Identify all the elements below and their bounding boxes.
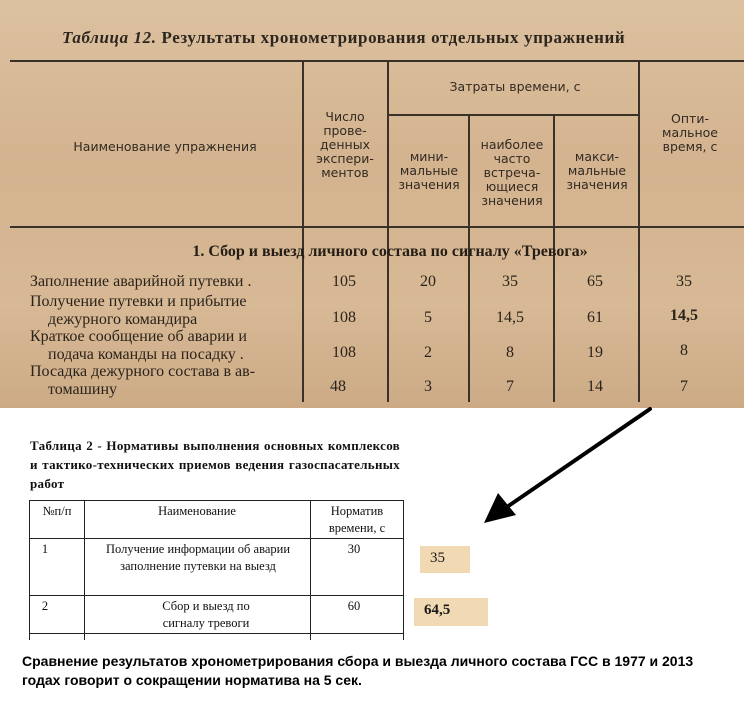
scan-row-name-line2: подача команды на посадку [48,346,236,363]
scan-row-name [30,273,302,291]
scan-cell-count: 108 [332,344,356,361]
scan-cell-count: 48 [330,378,346,395]
scan-row-name-line1: Краткое сообщение об аварии и [30,328,247,345]
table2-cell-norm: 60 [347,599,361,613]
scan-row-name-line1: Заполнение аварийной путевки [30,273,244,290]
scan-section-title: 1. Сбор и выезд личного состава по сигналу «Тревога» [192,243,588,260]
scan-cell-count: 108 [332,309,356,326]
scan-cell-max: 65 [587,273,603,290]
scan-header-optimal: Опти-мальное время, с [662,111,718,154]
table2-rule [403,500,404,640]
scan-row-name [30,328,302,364]
table2-rule [29,633,404,634]
scan-cell-max: 14 [587,378,603,395]
scan-cell-opt: 35 [676,273,692,290]
scan-header-max: макси-мальные значения [566,149,628,192]
scan-title-text: Результаты хронометрирования отдельных упражнений [161,28,626,47]
scan-table-title [62,28,742,48]
scan-cell-min: 20 [420,273,436,290]
scan-top-rule [10,60,744,62]
scan-cell-freq: 8 [506,344,514,361]
scan-cell-freq: 35 [502,273,518,290]
scan-row-leader-dots: . [239,346,246,363]
arrow-icon [470,405,670,535]
scan-cell-opt: 14,5 [670,307,698,324]
table2-rule [310,500,311,640]
scan-cell-min: 3 [424,378,432,395]
scan-cell-opt: 7 [680,378,688,395]
scan-row-name-line1: Получение путевки и прибытие [30,293,247,310]
arrow-head [484,493,516,523]
scan-col-divider [638,62,640,402]
scan-cell-freq: 14,5 [496,309,524,326]
comparison-value: 35 [430,550,445,566]
scan-cell-max: 61 [587,309,603,326]
table2-cell-norm: 30 [347,542,361,556]
comparison-badge-1 [420,546,470,573]
scan-row-name [30,293,302,329]
table2-title: Таблица 2 - Нормативы выполнения основных комплексов и тактико-технических приемов ведения газоспасательных работ [30,438,400,491]
table2-rule [29,538,404,539]
scan-col-divider [302,62,304,402]
table2-cell-name: Сбор и выезд по сигналу тревоги [162,599,250,630]
arrow-shaft [504,409,650,509]
scan-header-min: мини-мальные значения [398,149,460,192]
scan-cell-opt: 8 [680,342,688,359]
table2-rule [29,595,404,596]
scan-header-name: Наименование упражнения [73,139,257,154]
scan-subhead-rule [388,114,638,116]
scan-cell-freq: 7 [506,378,514,395]
table2-header-norm: Норматив времени, с [328,504,386,535]
scan-title-label: Таблица 12. [62,28,157,47]
comparison-value: 64,5 [424,602,451,618]
comparison-caption: Сравнение результатов хронометрирования сбора и выезда личного состава ГСС в 1977 и 2013 годах говорит о сокращении норматива на 5 сек. [22,653,694,688]
scan-row-name-line1: Посадка дежурного состава в ав- [30,363,256,380]
table2-rule [29,500,404,501]
table2-cell-name: Получение информации об аварии заполнение путевки на выезд [105,542,291,573]
scan-header-freq: наиболее часто встреча-ющиеся значения [480,137,544,208]
scan-header-bottom-rule [10,226,744,228]
scan-header-time-group: Затраты времени, с [449,79,581,94]
scan-row-name [30,363,302,399]
scan-col-divider [387,62,389,402]
table2-rule [84,500,85,640]
scan-row-name-line2: томашину [48,381,118,398]
comparison-badge-2 [414,598,488,626]
table2-header-num: №п/п [42,504,72,518]
scan-row-name-line2-wrap [30,346,302,364]
scan-cell-count: 105 [332,273,356,290]
scan-row-leader-dots: . [247,273,254,290]
table2-cell-num: 2 [41,599,49,613]
scan-header-count: Число прове-денных экспери-ментов [316,109,374,180]
table2 [29,500,404,640]
scan-cell-min: 5 [424,309,432,326]
table2-cell-num: 1 [41,542,49,556]
scan-row-name-line2: дежурного командира [48,311,198,328]
scan-cell-min: 2 [424,344,432,361]
table2-rule [29,500,30,640]
table2-header-name: Наименование [158,504,236,518]
scan-cell-max: 19 [587,344,603,361]
